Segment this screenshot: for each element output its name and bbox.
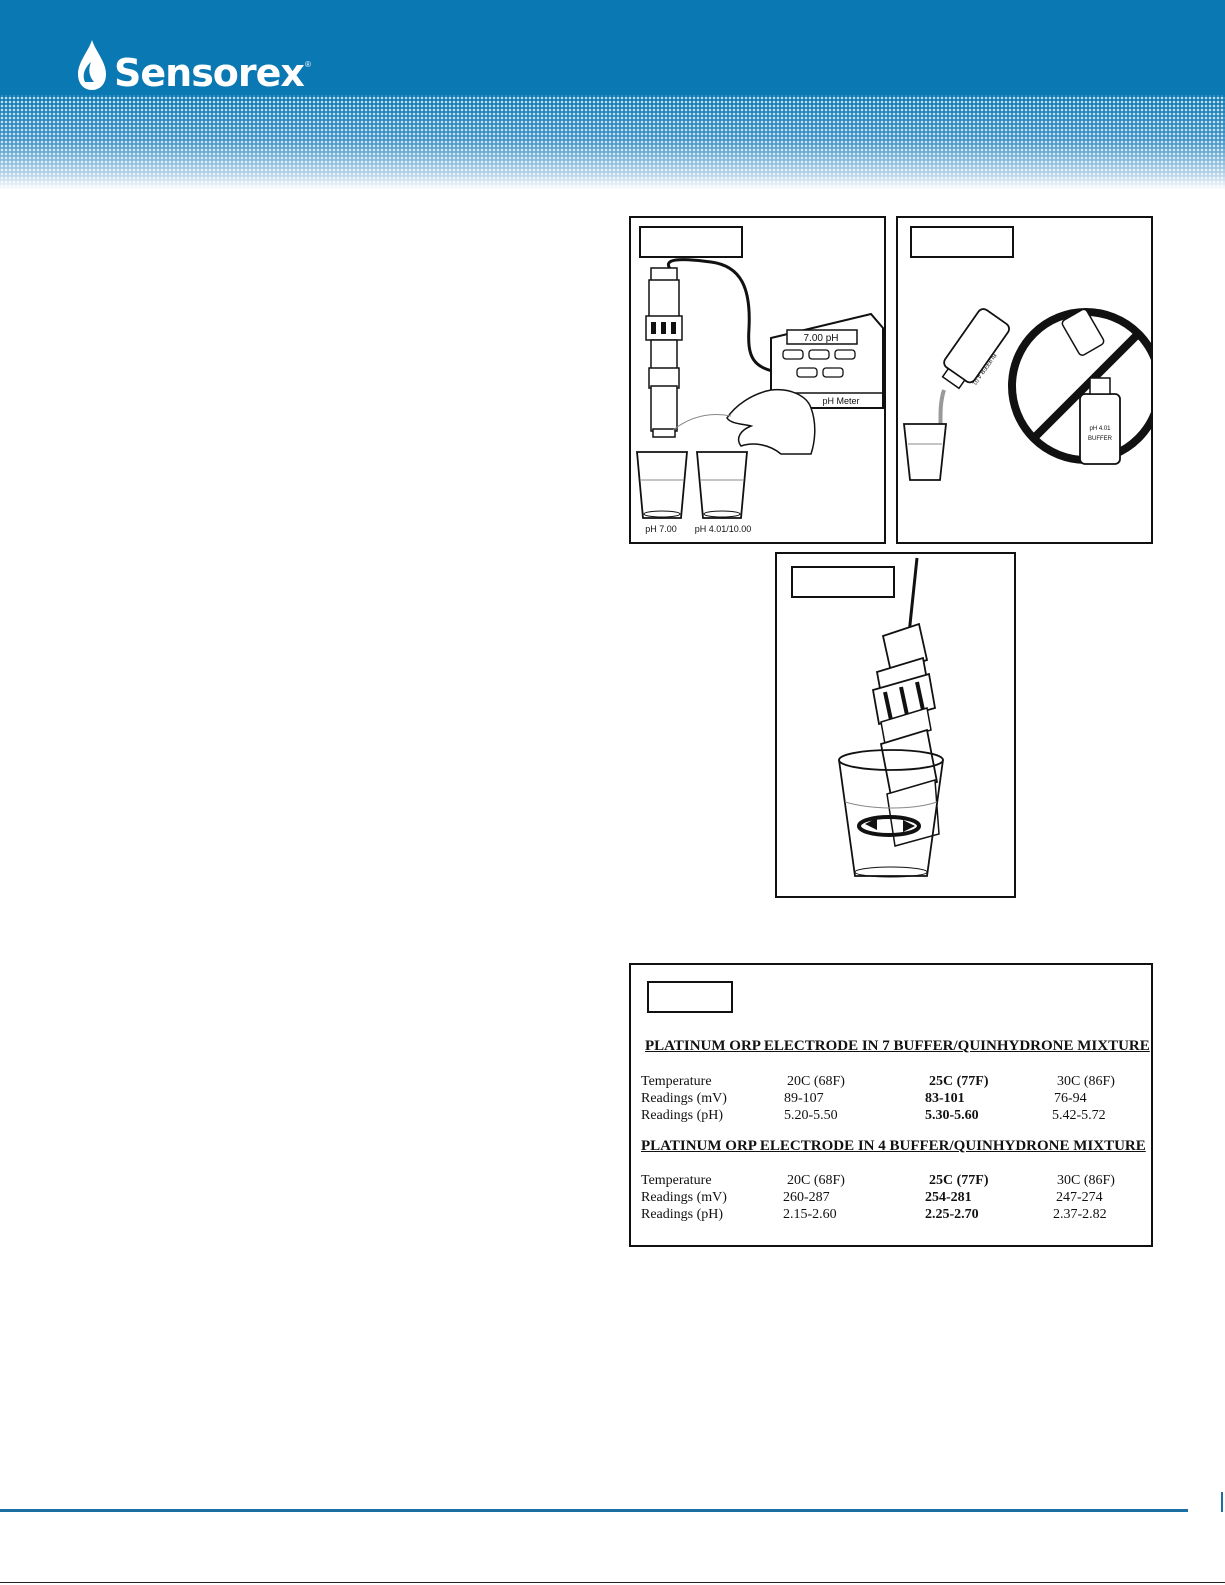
cell-20c: 89-107 — [784, 1091, 824, 1106]
bottle-label-left: BUFFER 4.01 — [970, 351, 997, 386]
bottom-rule — [0, 1582, 1225, 1583]
cell-25c: 83-101 — [925, 1091, 965, 1106]
cell-20c: 20C (68F) — [787, 1074, 845, 1089]
cell-25c: 25C (77F) — [929, 1074, 989, 1089]
cup-left-label: pH 7.00 — [645, 524, 677, 534]
figure-stirring — [775, 552, 1016, 898]
cell-30c: 247-274 — [1056, 1190, 1103, 1205]
cell-20c: 5.20-5.50 — [784, 1108, 838, 1123]
cell-30c: 5.42-5.72 — [1052, 1108, 1106, 1123]
cell-20c: 2.15-2.60 — [783, 1207, 837, 1222]
footer-rule — [0, 1509, 1188, 1512]
cell-30c: 76-94 — [1054, 1091, 1087, 1106]
cell-25c: 254-281 — [925, 1190, 972, 1205]
bottle-label-right-line1: pH 4.01 — [1089, 426, 1111, 432]
table-section-title: PLATINUM ORP ELECTRODE IN 7 BUFFER/QUINHYDRONE MIXTURE — [645, 1038, 1150, 1054]
stirring-illustration — [777, 554, 1014, 896]
figure-meter-setup — [629, 216, 886, 544]
row-label: Temperature — [641, 1173, 712, 1188]
cell-30c: 30C (86F) — [1057, 1074, 1115, 1089]
row-label: Readings (pH) — [641, 1108, 724, 1123]
row-label: Readings (mV) — [641, 1190, 727, 1205]
sensorex-logo — [74, 38, 311, 95]
figure-buffer-pour — [896, 216, 1153, 544]
buffer-pour-illustration — [898, 218, 1151, 542]
water-drop-icon — [74, 38, 110, 92]
cell-25c: 5.30-5.60 — [925, 1108, 979, 1123]
page-edge-mark — [1221, 1492, 1223, 1512]
cell-25c: 25C (77F) — [929, 1173, 989, 1188]
cup-right-label: pH 4.01/10.00 — [694, 524, 752, 534]
meter-display-text: 7.00 pH — [803, 333, 839, 344]
figure-orp-table — [629, 963, 1153, 1247]
page-header — [0, 0, 1225, 190]
row-label: Readings (pH) — [641, 1207, 724, 1222]
bottle-label-right-line2: BUFFER — [1088, 436, 1112, 442]
row-label: Temperature — [641, 1074, 712, 1089]
row-label: Readings (mV) — [641, 1091, 727, 1106]
cell-25c: 2.25-2.70 — [925, 1207, 979, 1222]
registered-mark: ® — [304, 60, 311, 69]
cell-30c: 30C (86F) — [1057, 1173, 1115, 1188]
cell-20c: 260-287 — [783, 1190, 830, 1205]
cell-20c: 20C (68F) — [787, 1173, 845, 1188]
cell-30c: 2.37-2.82 — [1053, 1207, 1107, 1222]
meter-label-text: pH Meter — [822, 396, 860, 406]
meter-setup-illustration — [631, 218, 884, 542]
figure-tag — [647, 981, 733, 1013]
table-section-title: PLATINUM ORP ELECTRODE IN 4 BUFFER/QUINHYDRONE MIXTURE — [641, 1138, 1146, 1154]
brand-name: Sensorex — [114, 51, 304, 95]
